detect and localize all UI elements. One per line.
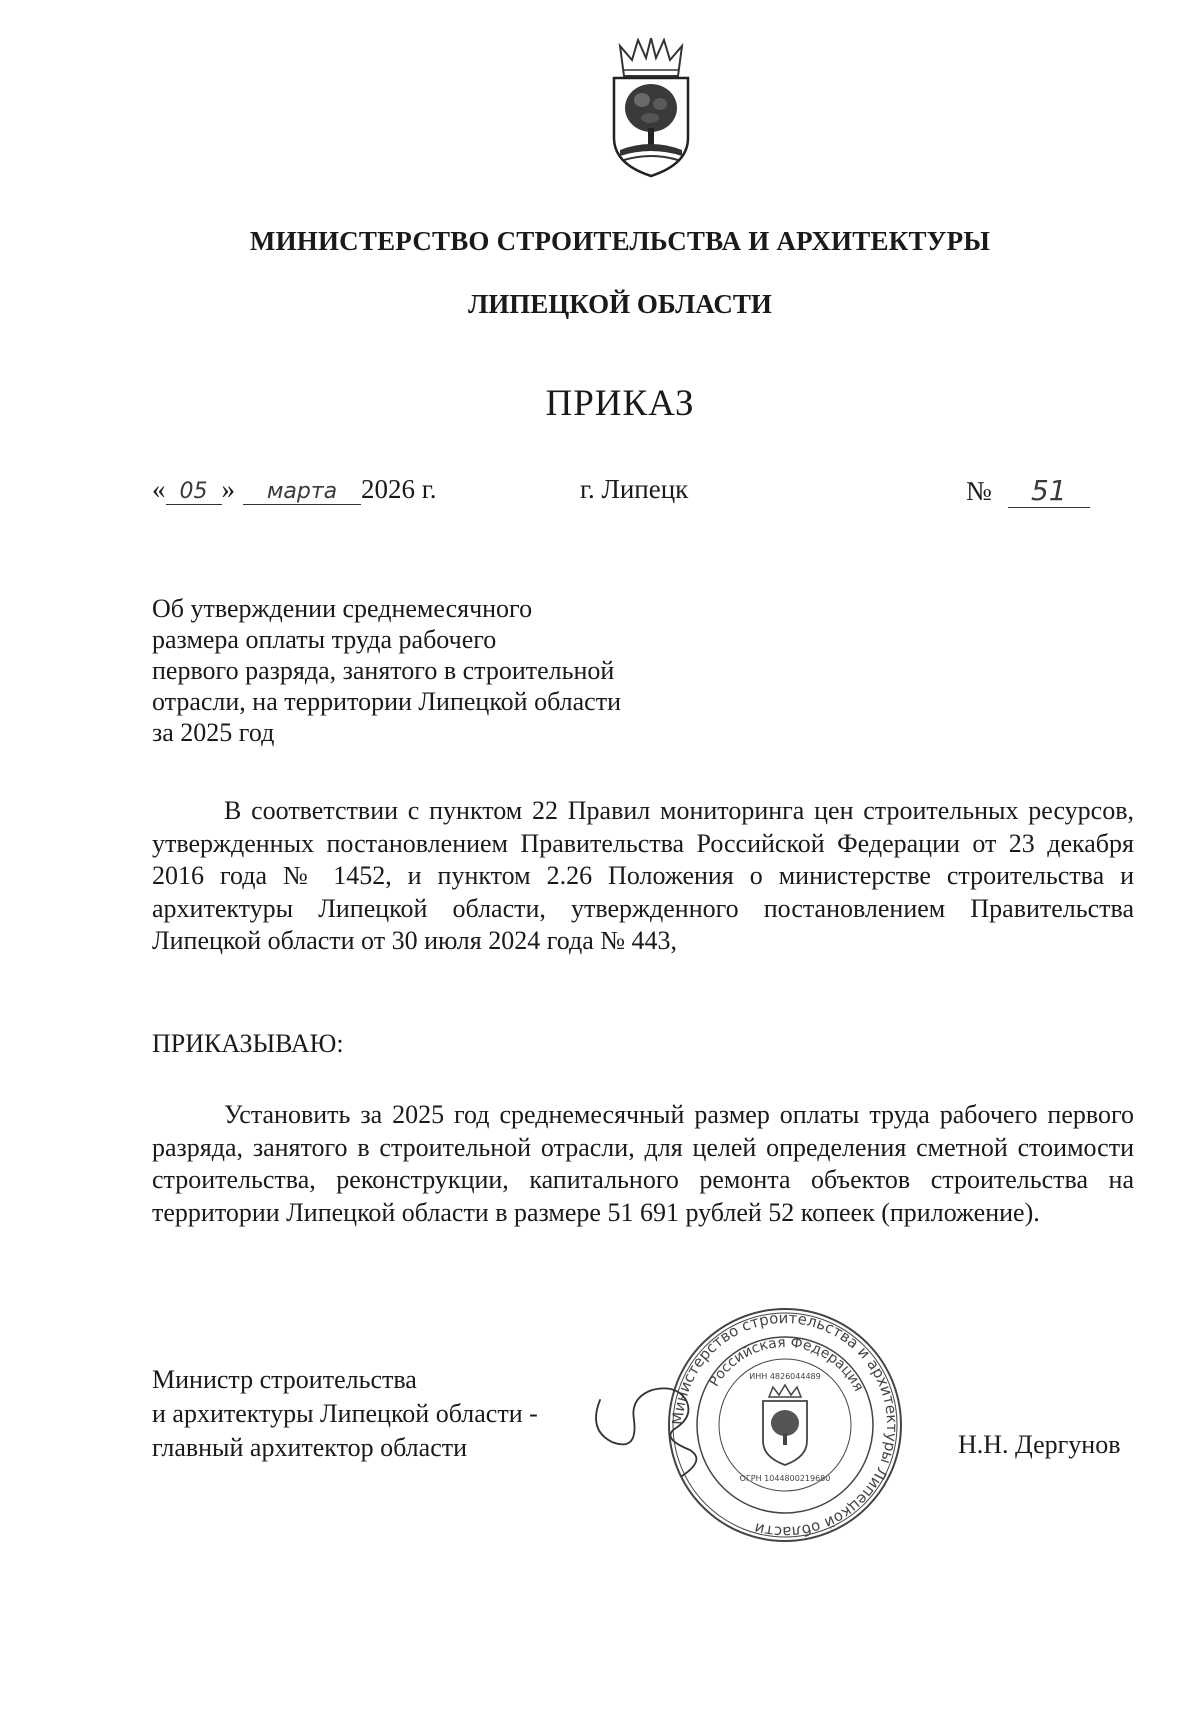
signer-position [152, 1363, 538, 1465]
signer-position-line: главный архитектор области [152, 1433, 468, 1462]
seal-ogrn: ОГРН 1044800219680 [739, 1474, 831, 1483]
seal-outer-text: Министерство строительства и архитектуры Липецкой области [668, 1308, 902, 1542]
subject-line: за 2025 год [152, 718, 275, 747]
seal-inn: ИНН 4826044489 [749, 1372, 821, 1381]
date-open-quote: « [152, 474, 166, 504]
order-subject [152, 593, 712, 748]
subject-line: отрасли, на территории Липецкой области [152, 687, 621, 716]
subject-line: Об утверждении среднемесячного [152, 594, 533, 623]
coat-of-arms-icon [606, 38, 696, 178]
ministry-name-line1: МИНИСТЕРСТВО СТРОИТЕЛЬСТВА И АРХИТЕКТУРЫ [249, 226, 991, 256]
date-month-handwritten: марта [243, 479, 361, 505]
order-directive-word: ПРИКАЗЫВАЮ: [152, 1029, 344, 1058]
seal-inner-text: Российская Федерация [706, 1334, 867, 1395]
number-sign: № [966, 476, 992, 506]
date-day-handwritten: 05 [166, 479, 222, 505]
signer-name: Н.Н. Дергунов [958, 1430, 1121, 1459]
handwritten-signature-icon [590, 1380, 710, 1490]
subject-line: размера оплаты труда рабочего [152, 625, 497, 654]
order-city: г. Липецк [580, 474, 689, 504]
number-handwritten: 51 [1008, 474, 1090, 508]
signer-position-line: Министр строительства [152, 1365, 417, 1394]
signer-position-line: и архитектуры Липецкой области - [152, 1399, 538, 1428]
subject-line: первого разряда, занятого в строительной [152, 656, 615, 685]
preamble-paragraph: В соответствии с пунктом 22 Правил мониторинга цен строительных ресурсов, утвержденных постановлением Правительства Российской Федерации от 23 декабря 2016 года № 1452, и пунктом 2.26 Положения о министерстве строительства и архитектуры Липецкой области, утвержденного постановлением Правительства Липецкой области от 30 июля 2024 года № 443, [152, 796, 1134, 955]
document-type-title: ПРИКАЗ [545, 383, 695, 424]
order-directive-paragraph: Установить за 2025 год среднемесячный размер оплаты труда рабочего первого разряда, занятого в строительной отрасли, для целей определения сметной стоимости строительства, реконструкции, капитального ремонта объектов строительства на территории Липецкой области в размере 51 691 рублей 52 копеек (приложение). [152, 1100, 1134, 1227]
ministry-name-line2: ЛИПЕЦКОЙ ОБЛАСТИ [468, 289, 772, 319]
order-number [966, 474, 1090, 508]
date-close-quote: » [221, 474, 235, 504]
date-year: 2026 г. [361, 474, 437, 504]
order-date [152, 474, 437, 505]
